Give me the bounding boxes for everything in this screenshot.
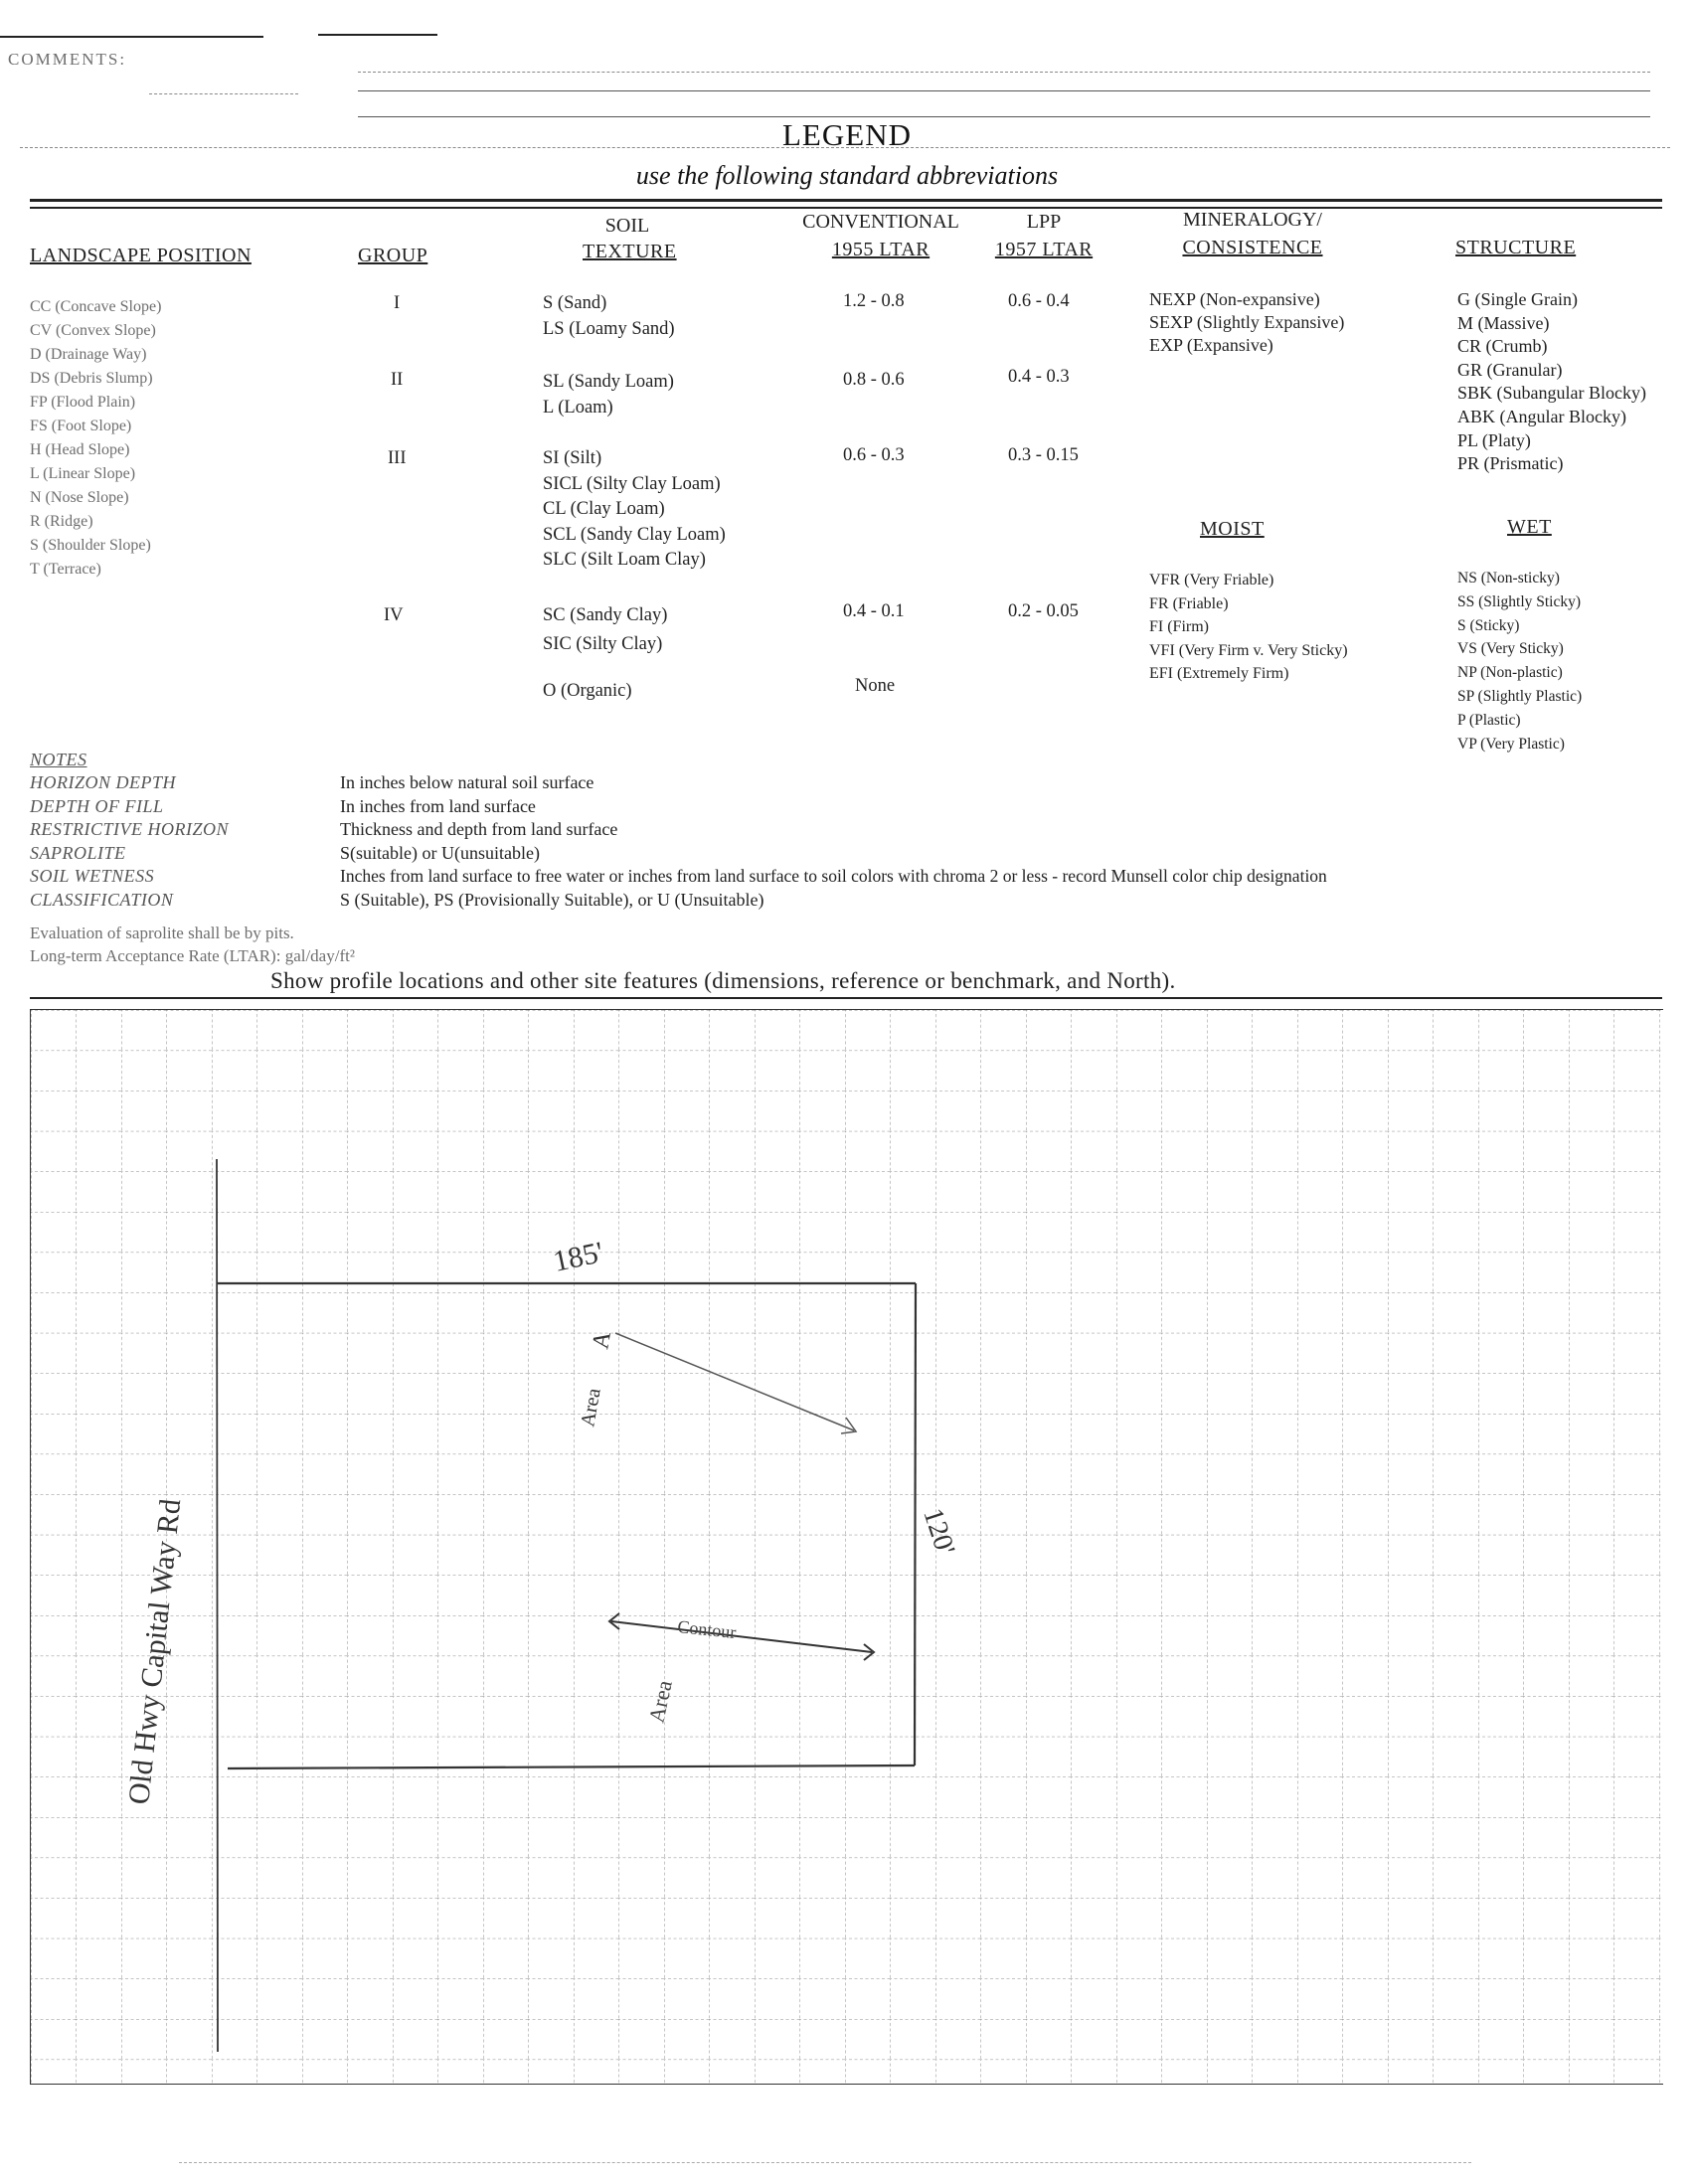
ltar-1955-value: 0.6 - 0.3	[843, 445, 905, 465]
col-lpp-l1: LPP	[1026, 211, 1062, 233]
notes-texts	[340, 771, 1327, 912]
note-text: In inches from land surface	[340, 795, 536, 816]
dimension-right-label: 120'	[917, 1504, 961, 1559]
top-rule-mid	[318, 34, 437, 36]
landscape-item: S (Shoulder Slope)	[30, 537, 151, 554]
note-label: HORIZON DEPTH	[30, 772, 177, 792]
sketch-top-rule	[30, 997, 1662, 999]
legend-rule-1	[30, 199, 1662, 202]
wet-list	[1457, 567, 1582, 756]
group-2-textures	[543, 370, 674, 420]
landscape-item: FP (Flood Plain)	[30, 394, 136, 411]
structure-item: SBK (Subangular Blocky)	[1457, 383, 1646, 404]
moist-item: FI (Firm)	[1149, 618, 1209, 635]
grid-paper	[31, 1010, 1663, 2084]
wet-item: P (Plastic)	[1457, 711, 1521, 729]
moist-item: VFI (Very Firm v. Very Sticky)	[1149, 641, 1348, 659]
note-text: Inches from land surface to free water or inches from land surface to soil colors with chroma 2 or less - record Munsell color chip designation	[340, 866, 1327, 886]
comments-line-2b	[149, 93, 298, 94]
landscape-item: H (Head Slope)	[30, 441, 130, 458]
landscape-item: CC (Concave Slope)	[30, 298, 162, 315]
note-label: RESTRICTIVE HORIZON	[30, 819, 229, 839]
structure-item: PL (Platy)	[1457, 429, 1531, 450]
sketch-instruction: Show profile locations and other site features (dimensions, reference or benchmark, and North).	[270, 968, 1176, 993]
note-label: SOIL WETNESS	[30, 866, 155, 886]
texture-item: SI (Silt)	[543, 448, 602, 468]
bottom-scan-line	[179, 2162, 1471, 2163]
ltar-1955-organic: None	[855, 676, 896, 696]
ltar-1957-value: 0.6 - 0.4	[1008, 291, 1070, 311]
wet-item: VS (Very Sticky)	[1457, 640, 1564, 658]
comments-line-1	[358, 72, 1650, 73]
ltar-1957-value: 0.3 - 0.15	[1008, 445, 1079, 465]
texture-item: SLC (Silt Loam Clay)	[543, 550, 706, 570]
sketch-svg	[31, 1010, 1663, 2084]
comments-line-2	[358, 90, 1650, 91]
landscape-item: DS (Debris Slump)	[30, 370, 153, 387]
moist-item: VFR (Very Friable)	[1149, 572, 1274, 588]
group-1-textures	[543, 291, 675, 342]
landscape-item: T (Terrace)	[30, 561, 101, 578]
wet-item: SP (Slightly Plastic)	[1457, 687, 1583, 705]
mineralogy-item: SEXP (Slightly Expansive)	[1149, 312, 1345, 332]
group-label: II	[391, 370, 404, 390]
wet-item: S (Sticky)	[1457, 616, 1520, 634]
texture-item: S (Sand)	[543, 293, 607, 313]
profile-contour-label: Contour	[676, 1616, 738, 1643]
landscape-item: FS (Foot Slope)	[30, 418, 132, 434]
landscape-item: CV (Convex Slope)	[30, 322, 156, 339]
moist-item: FR (Friable)	[1149, 594, 1229, 612]
texture-item: LS (Loamy Sand)	[543, 318, 675, 339]
moist-header: MOIST	[1200, 518, 1265, 540]
wet-header: WET	[1507, 516, 1552, 538]
col-lpp-ltar: 1957 LTAR	[994, 239, 1094, 260]
col-conventional-l1: CONVENTIONAL	[802, 211, 959, 233]
note-text: S (Suitable), PS (Provisionally Suitable), or U (Unsuitable)	[340, 889, 764, 910]
landscape-list	[30, 295, 161, 582]
mineralogy-list	[1149, 288, 1344, 357]
landscape-item: D (Drainage Way)	[30, 346, 147, 363]
dimension-top-label: 185'	[550, 1236, 606, 1278]
col-landscape-position: LANDSCAPE POSITION	[30, 245, 252, 266]
top-rule-left	[0, 36, 263, 38]
wet-item: SS (Slightly Sticky)	[1457, 592, 1582, 610]
legend-subtitle: use the following standard abbreviations	[635, 161, 1059, 190]
ltar-1955-value: 1.2 - 0.8	[843, 291, 905, 311]
note-label: CLASSIFICATION	[30, 889, 174, 910]
landscape-item: R (Ridge)	[30, 513, 93, 530]
structure-item: PR (Prismatic)	[1457, 453, 1564, 474]
col-mineralogy-l1: MINERALOGY/	[1183, 209, 1322, 231]
mineralogy-item: EXP (Expansive)	[1149, 335, 1273, 355]
note-text: Thickness and depth from land surface	[340, 819, 618, 839]
moist-list	[1149, 569, 1348, 686]
texture-item: L (Loam)	[543, 397, 613, 418]
note-text: In inches below natural soil surface	[340, 772, 594, 792]
group-label: III	[388, 448, 407, 468]
texture-item: SIC (Silty Clay)	[543, 634, 663, 654]
structure-item: M (Massive)	[1457, 312, 1550, 333]
note-label: DEPTH OF FILL	[30, 795, 164, 816]
structure-list	[1457, 288, 1646, 476]
note-text: S(suitable) or U(unsuitable)	[340, 842, 540, 863]
group-4-textures	[543, 601, 667, 659]
col-soil-texture: TEXTURE	[583, 241, 677, 262]
texture-item: SC (Sandy Clay)	[543, 605, 668, 625]
note-extra-ltar: Long-term Acceptance Rate (LTAR): gal/day/ft²	[30, 946, 355, 965]
note-extra-saprolite: Evaluation of saprolite shall be by pits.	[30, 924, 294, 942]
road-label: Old Hwy Capital Way Rd	[122, 1497, 188, 1806]
notes-labels	[30, 771, 229, 912]
landscape-item: N (Nose Slope)	[30, 489, 129, 506]
col-structure: STRUCTURE	[1455, 237, 1577, 258]
group-label: IV	[384, 605, 404, 625]
col-conventional-ltar: 1955 LTAR	[831, 239, 931, 260]
notes-header: NOTES	[30, 750, 87, 769]
profile-label-b: Area	[643, 1678, 677, 1726]
col-consistence: CONSISTENCE	[1182, 237, 1323, 258]
texture-item: SICL (Silty Clay Loam)	[543, 473, 721, 494]
moist-item: EFI (Extremely Firm)	[1149, 665, 1289, 682]
texture-item: SL (Sandy Loam)	[543, 372, 674, 392]
note-label: SAPROLITE	[30, 842, 126, 863]
group-label: I	[394, 293, 401, 313]
wet-item: NP (Non-plastic)	[1457, 664, 1563, 682]
legend-rule-2	[30, 207, 1662, 209]
legend-title: LEGEND	[782, 117, 912, 152]
ltar-1957-value: 0.2 - 0.05	[1008, 601, 1079, 621]
group-3-textures	[543, 446, 726, 574]
wet-item: VP (Very Plastic)	[1457, 735, 1565, 753]
ltar-1955-value: 0.8 - 0.6	[843, 370, 905, 390]
landscape-item: L (Linear Slope)	[30, 465, 136, 482]
structure-item: GR (Granular)	[1457, 359, 1563, 380]
site-sketch-area	[30, 1009, 1663, 2085]
structure-item: G (Single Grain)	[1457, 289, 1578, 309]
wet-item: NS (Non-sticky)	[1457, 570, 1560, 587]
profile-area-label: Area	[577, 1386, 605, 1428]
comments-label: COMMENTS:	[8, 50, 127, 69]
col-group: GROUP	[358, 245, 428, 266]
ltar-1955-value: 0.4 - 0.1	[843, 601, 905, 621]
ltar-1957-value: 0.4 - 0.3	[1008, 367, 1070, 387]
texture-organic: O (Organic)	[543, 681, 632, 701]
structure-item: CR (Crumb)	[1457, 336, 1548, 357]
mineralogy-item: NEXP (Non-expansive)	[1149, 289, 1320, 309]
texture-item: SCL (Sandy Clay Loam)	[543, 524, 726, 545]
col-soil-l1: SOIL	[604, 215, 650, 237]
structure-item: ABK (Angular Blocky)	[1457, 406, 1626, 426]
texture-item: CL (Clay Loam)	[543, 499, 665, 519]
profile-label-a: A	[588, 1329, 616, 1352]
